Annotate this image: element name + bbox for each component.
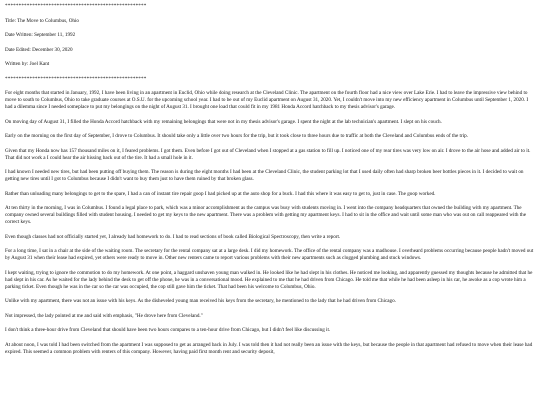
body-paragraph: I had known I needed new tires, but had been putting off buying them. The reason is during the eight months I had been at the Cleveland Clinic, the student parking lot that I used daily often had sharp broken beer bottles pieces in it. I decided to wait on getting new tires until I got to Columbus because I didn't want to buy them just to have them ruined by that broken glass. [5, 169, 524, 182]
date-written: Date Written: September 11, 1992 [5, 32, 76, 38]
top-divider: **************************************************** [5, 3, 147, 9]
body-paragraph: Unlike with my apartment, there was not an issue with his keys. As the disheveled young man received his keys from the secretary, he mentioned to the lady that he had driven from Chicago. [5, 298, 396, 304]
body-paragraph: On moving day of August 31, I filled the Honda Accord hatchback with my remaining belongings that were not in my thesis advisor's garage. I spent the night at the lab technician's apartment. I slept on his couch. [5, 118, 442, 125]
author-line: Written by: Joel Kant [5, 61, 50, 67]
body-paragraph: At about noon, I was told I had been switched from the apartment I was supposed to get as arranged back in July. I was told then it had not really been an issue with the keys, but because the people in that apartment had refused to move when their lease had expired. This seemed a common problem with renters of this company. However, having paid first month rent and security deposit, [5, 341, 533, 355]
bottom-divider: **************************************************** [5, 75, 147, 82]
body-paragraph: Not impressed, the lady pointed at me and said with emphasis, "He drove here from Cleveland." [5, 312, 203, 319]
doc-title: Title: The Move to Columbus, Ohio [5, 17, 79, 24]
body-paragraph: I kept waiting, trying to ignore the commotion to do my homework. At one point, a haggard unshaven young man walked in. He looked like he had slept in his clothes. He noticed me looking, and apparently guessed my thoughts because he admitted that he had slept in his car. As he waited for the lady behind the desk to get off the phone, he was in a conversational mood. He explained to me that he had driven from Chicago. He told me that while he had been asleep in his car, he awoke as a cop wrote him a parking ticket. Even though he was in the car so the car was occupied, the cop still gave him the ticket. That had been his welcome to Columbus, Ohio. [5, 269, 533, 290]
date-edited: Date Edited: December 30, 2020 [5, 46, 73, 53]
body-paragraph: For eight months that started in January, 1992, I have been living in an apartment in Euclid, Ohio while doing research at the Cleveland Clinic. The apartment on the fourth floor had a nice view over Lake Erie. I had to leave the impressive view behind to move to south to Columbus, Ohio to take graduate courses at O.S.U. for the upcoming school year. I had to be out of my Euclid apartment on August 31, 2020. Yet, I couldn't move into my new efficiency apartment in Columbus until September 1, 2020. I had a dilemma since I needed someplace to put my belongings on the night of August 31. I brought one load that could fit in my 1981 Honda Accord hatchback to my thesis advisor's garage. [5, 90, 529, 110]
body-paragraph: I don't think a three-hour drive from Cleveland that should have been two hours compares to a ten-hour drive from Chicago, but I didn't feel like discussing it. [5, 327, 331, 333]
body-paragraph: Given that my Honda now has 157 thousand miles on it, I feared problems. I got them. Even before I got out of Cleveland when I stopped at a gas station to fill up. I noticed one of my rear tires was very low on air. I drove to the air hose and added air to it. That did not work a I could hear the air hissing back out of the tire. It had a small hole in it. [5, 147, 531, 161]
body-paragraph: For a long time, I sat in a chair at the side of the waiting room. The secretary for the rental company sat at a large desk. I did my homework. The office of the rental company was a madhouse. I overheard problems occurring because people hadn't moved out by August 31 when their lease had expired, yet others were ready to move in. Other new renters came to report various problems with their new apartments such as clogged plumbing and stuck windows. [5, 248, 534, 261]
body-paragraph: Even though classes had not officially started yet, I already had homework to do. I had to read sections of book called Biological Spectroscopy, then write a report. [5, 233, 341, 240]
body-paragraph: Rather than unloading many belongings to get to the spare, I had a can of instant tire repair goop I had picked up at the auto shop for a buck. I had this where it was easy to get to, just in case. The goop worked. [5, 190, 436, 197]
body-paragraph: At ten thirty in the morning, I was in Columbus. I found a legal place to park, which was a minor accomplishment as the campus was busy with students moving in. I went into the company headquarters that owned the building with my apartment. The company owned several buildings filled with student housing. I needed to get my keys to the new apartment. There was a problem with getting my apartment keys. I had to sit in the office and wait until some man who was out on call reappeared with the correct keys. [5, 205, 527, 225]
body-paragraph: Early on the morning on the first day of September, I drove to Columbus. It should take only a little over two hours for the trip, but it took close to three hours due to traffic at both the Cleveland and Columbus ends of the trip. [5, 133, 468, 139]
